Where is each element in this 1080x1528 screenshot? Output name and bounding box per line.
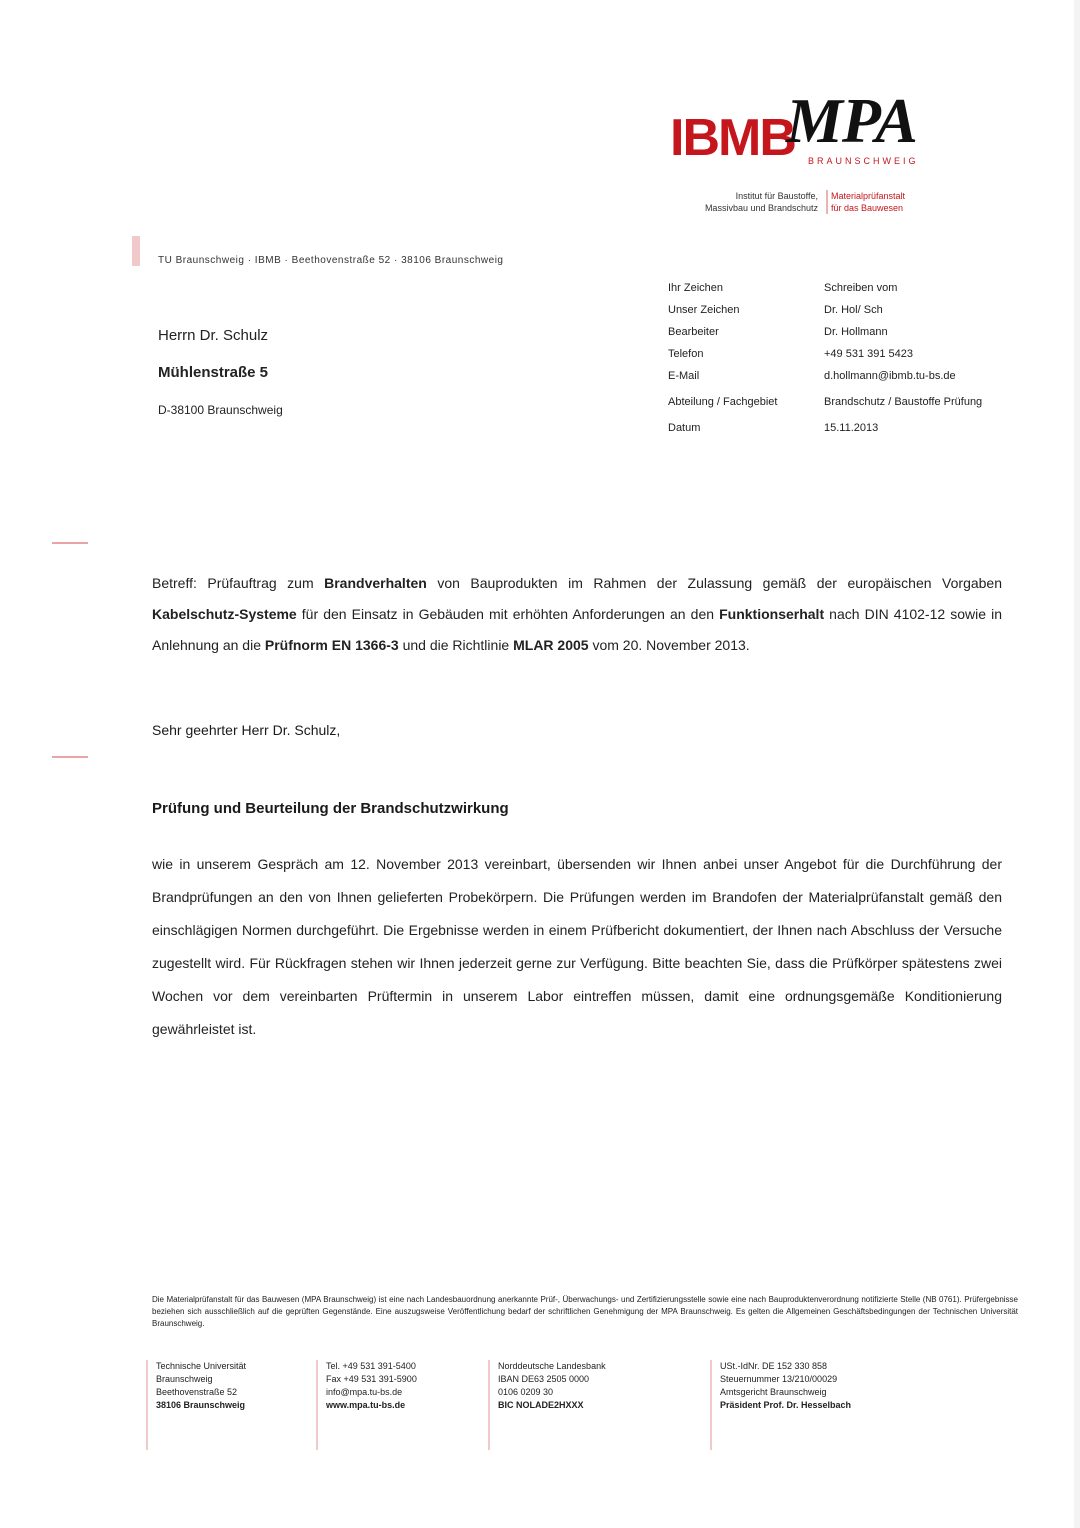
logo-mpa: MPA (786, 85, 917, 156)
meta-row (668, 422, 998, 434)
meta-row (668, 396, 998, 408)
meta-key: Abteilung / Fachgebiet (668, 396, 778, 408)
footer-column-legal-ids (710, 1360, 851, 1450)
meta-key: Telefon (668, 348, 704, 360)
subject-bold: MLAR 2005 (513, 637, 589, 653)
meta-row (668, 326, 998, 338)
subject-text: Betreff: Prüfauftrag zum (152, 575, 325, 591)
subject-bold: Brandverhalten (324, 575, 427, 591)
institution-block (668, 190, 938, 214)
recipient-line-1: Herrn Dr. Schulz (158, 327, 269, 344)
meta-row (668, 370, 998, 382)
page-edge (1074, 0, 1080, 1528)
greeting: Sehr geehrter Herr Dr. Schulz, (152, 722, 341, 738)
meta-row (668, 282, 998, 294)
footer-column-contact (316, 1360, 417, 1450)
recipient-line-3: D-38100 Braunschweig (158, 403, 283, 417)
subject-bold: Funktionserhalt (719, 606, 825, 622)
footer-column-bank (488, 1360, 606, 1450)
meta-value: Dr. Hol/ Sch (824, 304, 883, 316)
subject-text: von Bauprodukten im Rahmen der Zulassung gemäß der europäischen Vorgaben (426, 575, 1002, 591)
meta-value: Brandschutz / Baustoffe Prüfung (824, 396, 983, 408)
footer-line: Norddeutsche Landesbank (498, 1361, 606, 1371)
logo-ibmb: IBMB (670, 109, 795, 167)
footer-line: 38106 Braunschweig (156, 1400, 246, 1410)
meta-value: +49 531 391 5423 (824, 348, 914, 360)
footer-line: Braunschweig (156, 1374, 213, 1384)
footer-line: Amtsgericht Braunschweig (720, 1387, 827, 1397)
meta-key: Datum (668, 422, 701, 434)
institution-line-3: Materialprüfanstalt (831, 191, 906, 201)
footer-line: USt.-IdNr. DE 152 330 858 (720, 1361, 828, 1371)
subject-paragraph (152, 568, 1002, 661)
meta-value: 15.11.2013 (824, 422, 879, 434)
meta-row (668, 304, 998, 316)
section-heading: Prüfung und Beurteilung der Brandschutzwirkung (152, 800, 509, 817)
footer-line: IBAN DE63 2505 0000 (498, 1374, 590, 1384)
footer-line: info@mpa.tu-bs.de (326, 1387, 403, 1397)
footer-line: Tel. +49 531 391-5400 (326, 1361, 416, 1371)
footer-line: www.mpa.tu-bs.de (326, 1400, 406, 1410)
footer-line: BIC NOLADE2HXXX (498, 1400, 584, 1410)
fold-mark-middle (52, 756, 88, 758)
letter-meta-table (668, 282, 998, 444)
legal-notice: Die Materialprüfanstalt für das Bauwesen (MPA Braunschweig) ist eine nach Landesbauordnung anerkannte Prüf-, Überwachungs- und Zertifizierungsstelle sowie eine nach Bauproduktenverordnung notifizierte Stelle (NB 0761). Prüfergebnisse beziehen sich ausschließlich auf die geprüften Gegenstände. Eine auszugsweise Veröffentlichung bedarf der schriftlichen Genehmigung der MPA Braunschweig. Es gelten die Allgemeinen Geschäftsbedingungen der Technischen Universität Braunschweig. (152, 1295, 1018, 1328)
subject-text: für den Einsatz in Gebäuden mit erhöhten Anforderungen an den (296, 606, 720, 622)
footer-line: Beethovenstraße 52 (156, 1387, 238, 1397)
recipient-address (158, 326, 283, 437)
meta-row (668, 348, 998, 360)
meta-key: Bearbeiter (668, 326, 719, 338)
subject-bold: Kabelschutz-Systeme (152, 606, 297, 622)
return-address-marker (132, 236, 140, 266)
footer-line: Steuernummer 13/210/00029 (720, 1374, 838, 1384)
institution-line-2: Massivbau und Brandschutz (704, 203, 818, 213)
footer-line: 0106 0209 30 (498, 1387, 554, 1397)
footer-line: Technische Universität (156, 1361, 247, 1371)
institution-line-1: Institut für Baustoffe, (735, 191, 818, 201)
institution-line-4: für das Bauwesen (831, 203, 904, 213)
institution-red-block (826, 190, 905, 214)
meta-value: Schreiben vom (824, 282, 898, 294)
recipient-line-2: Mühlenstraße 5 (158, 364, 269, 381)
subject-text: vom 20. November 2013. (588, 637, 750, 653)
meta-key: E-Mail (668, 370, 700, 382)
return-address: TU Braunschweig · IBMB · Beethovenstraße 52 · 38106 Braunschweig (158, 255, 504, 266)
meta-key: Ihr Zeichen (668, 282, 724, 294)
meta-value: Dr. Hollmann (824, 326, 888, 338)
footer-line: Fax +49 531 391-5900 (326, 1374, 417, 1384)
footer-line: Präsident Prof. Dr. Hesselbach (720, 1400, 852, 1410)
footer-column-address (146, 1360, 246, 1450)
meta-value: d.hollmann@ibmb.tu-bs.de (824, 370, 956, 382)
meta-key: Unser Zeichen (668, 304, 740, 316)
subject-bold: Prüfnorm EN 1366-3 (264, 637, 399, 653)
logo-tagline: BRAUNSCHWEIG (808, 156, 919, 166)
subject-text: und die Richtlinie (398, 637, 514, 653)
subject-text: nach DIN 4102-12 sowie in Anlehnung an die (152, 606, 1002, 653)
body-paragraph: wie in unserem Gespräch am 12. November 2013 vereinbart, übersenden wir Ihnen anbei unser Angebot für die Durchführung der Brandprüfungen an den von Ihnen gelieferten Probekörpern. Die Prüfungen werden im Brandofen der Materialprüfanstalt gemäß den einschlägigen Normen durchgeführt. Die Ergebnisse werden in einem Prüfbericht dokumentiert, der Ihnen nach Abschluss der Versuche zugestellt wird. Für Rückfragen stehen wir Ihnen jederzeit gerne zur Verfügung. Bitte beachten Sie, dass die Prüfkörper spätestens zwei Wochen vor dem vereinbarten Prüftermin in unserem Labor eintreffen müssen, damit eine ordnungsgemäße Konditionierung gewährleistet ist. (152, 856, 1002, 1037)
fold-mark-top (52, 542, 88, 544)
ibmb-mpa-logo (668, 84, 948, 184)
